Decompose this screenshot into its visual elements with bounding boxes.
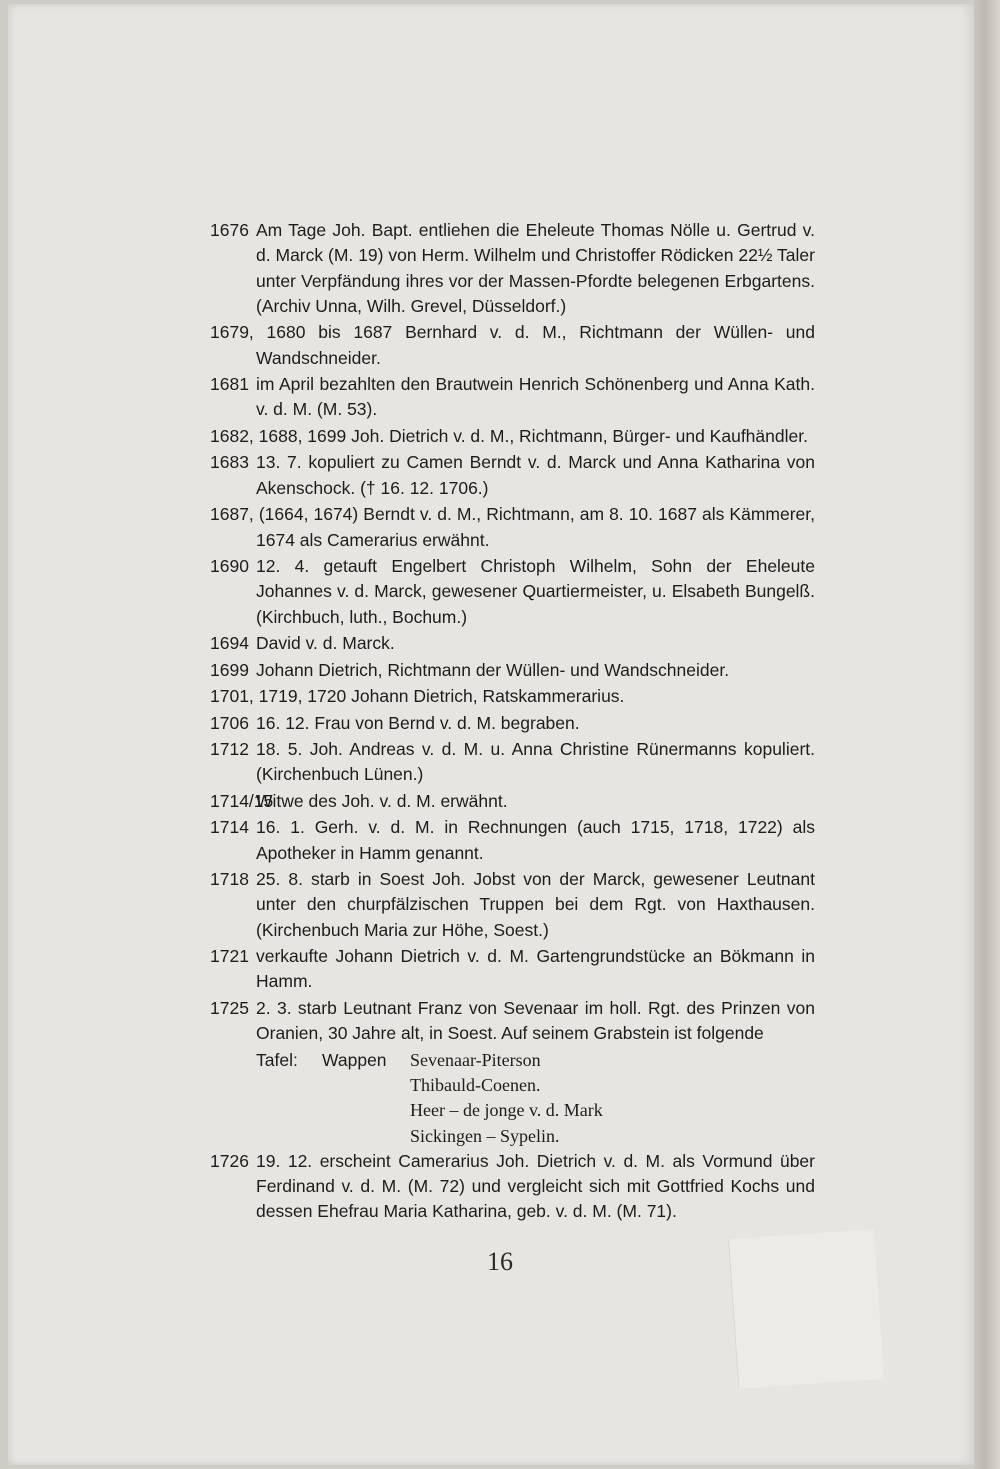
entry-text: 1701, 1719, 1720 Johann Dietrich, Ratskammerarius. <box>210 686 625 707</box>
entry-year: 1718 <box>210 869 249 890</box>
entry-year: 1683 <box>210 452 249 473</box>
entry-1690 <box>210 554 815 630</box>
entry-year: 1694 <box>210 633 249 654</box>
entry-year: 1725 <box>210 997 249 1018</box>
entry-1683 <box>210 450 815 501</box>
entry-text: Johann Dietrich, Richtmann der Wüllen- und Wandschneider. <box>256 659 730 680</box>
entry-text: 1679, 1680 bis 1687 Bernhard v. d. M., Richtmann der Wüllen- und Wandschneider. <box>210 322 815 368</box>
entry-year: 1714 <box>210 817 249 838</box>
entry-text: 16. 1. Gerh. v. d. M. in Rechnungen (auch 1715, 1718, 1722) als Apotheker in Hamm genannt. <box>256 817 815 863</box>
entry-year: 1712 <box>210 739 249 759</box>
entry-text: 12. 4. getauft Engelbert Christoph Wilhelm, Sohn der Eheleute Johannes v. d. Marck, gewesener Quartiermeister, u. Elsabeth Bungelß. (Kirchbuch, luth., Bochum.) <box>256 555 815 627</box>
entry-year: 1714/15 <box>210 790 274 811</box>
entry-1725 <box>210 996 815 1047</box>
entry-year: 1706 <box>210 712 249 733</box>
entry-text: Am Tage Joh. Bapt. entliehen die Eheleute Thomas Nölle u. Gertrud v. d. Marck (M. 19) von Herm. Wilhelm und Christoffer Rödicken 22½ Taler unter Verpfändung ihres vor der Massen-Pfordte belegenen Erbgartens. (Archiv Unna, Wilh. Grevel, Düsseldorf.) <box>256 220 815 316</box>
entry-1714 <box>210 815 815 866</box>
entry-text: Witwe des Joh. v. d. M. erwähnt. <box>256 790 508 811</box>
entry-1682 <box>210 424 815 449</box>
entry-year: 1687, (1664, 1674) <box>210 504 359 525</box>
entry-text: verkaufte Johann Dietrich v. d. M. Gartengrundstücke an Bökmann in Hamm. <box>256 946 815 992</box>
entry-text: 1687, (1664, 1674) Berndt v. d. M., Richtmann, am 8. 10. 1687 als Kämmerer, 1674 als Camerarius erwähnt. <box>210 504 816 550</box>
coat-of-arms-line: Heer – de jonge v. d. Mark <box>410 1100 603 1121</box>
entry-year: 1679, 1680 bis 1687 <box>210 322 393 343</box>
entry-text: im April bezahlten den Brautwein Henrich Schönenberg und Anna Kath. v. d. M. (M. 53). <box>256 374 815 420</box>
entry-1687 <box>210 502 815 553</box>
entry-text: 2. 3. starb Leutnant Franz von Sevenaar im holl. Rgt. des Prinzen von Oranien, 30 Jahre alt, in Soest. Auf seinem Grabstein ist folgende <box>256 997 815 1044</box>
entry-text: 19. 12. erscheint Camerarius Joh. Dietrich v. d. M. als Vormund über Ferdinand v. d. M. (M. 72) und vergleicht sich mit Gottfried Kochs und dessen Ehefrau Maria Katharina, geb. v. d. M. (M. 71). <box>256 1150 815 1222</box>
coat-of-arms-line: Sevenaar-Piterson <box>410 1049 541 1070</box>
entry-1681 <box>210 372 815 423</box>
entry-1701 <box>210 684 815 709</box>
entry-1712 <box>210 737 815 788</box>
coat-of-arms-label: Wappen <box>322 1049 387 1070</box>
entry-text: 1682, 1688, 1699 Joh. Dietrich v. d. M., Richtmann, Bürger- und Kaufhändler. <box>210 425 808 446</box>
entry-text: 25. 8. starb in Soest Joh. Jobst von der Marck, gewesener Leutnant unter den churpfälzischen Truppen bei dem Rgt. von Haxthausen. (Kirchenbuch Maria zur Höhe, Soest.) <box>256 869 815 940</box>
entry-year: 1682, 1688, 1699 <box>210 425 347 446</box>
entry-year: 1701, 1719, 1720 <box>210 686 347 707</box>
entry-1694 <box>210 631 815 656</box>
entry-year: 1726 <box>210 1150 249 1171</box>
tablet-label: Tafel: <box>256 1049 298 1070</box>
entry-1726 <box>210 1149 815 1225</box>
entry-year: 1699 <box>210 659 249 680</box>
entry-1679 <box>210 320 815 371</box>
grave-tablet <box>256 1048 815 1149</box>
entry-1676 <box>210 218 815 319</box>
page-number: 16 <box>487 1247 513 1276</box>
entry-1714-15 <box>210 789 815 814</box>
coat-of-arms-line: Sickingen – Sypelin. <box>410 1125 560 1146</box>
entry-text: 18. 5. Joh. Andreas v. d. M. u. Anna Christine Rünermanns kopuliert. (Kirchenbuch Lünen.) <box>256 739 815 785</box>
entry-year: 1690 <box>210 555 249 576</box>
entry-1721 <box>210 944 815 995</box>
coat-of-arms-line: Thibauld-Coenen. <box>410 1074 541 1095</box>
entry-text: 16. 12. Frau von Bernd v. d. M. begraben. <box>256 712 580 733</box>
entry-1699 <box>210 658 815 683</box>
entry-1706 <box>210 711 815 736</box>
entry-1718 <box>210 867 815 943</box>
entry-year: 1676 <box>210 220 249 240</box>
entry-text: David v. d. Marck. <box>256 633 395 654</box>
chronicle-list <box>210 218 815 1226</box>
entry-year: 1681 <box>210 374 249 395</box>
entry-year: 1721 <box>210 946 249 967</box>
entry-text: 13. 7. kopuliert zu Camen Berndt v. d. Marck und Anna Katharina von Akenschock. († 16. 12. 1706.) <box>256 452 815 498</box>
